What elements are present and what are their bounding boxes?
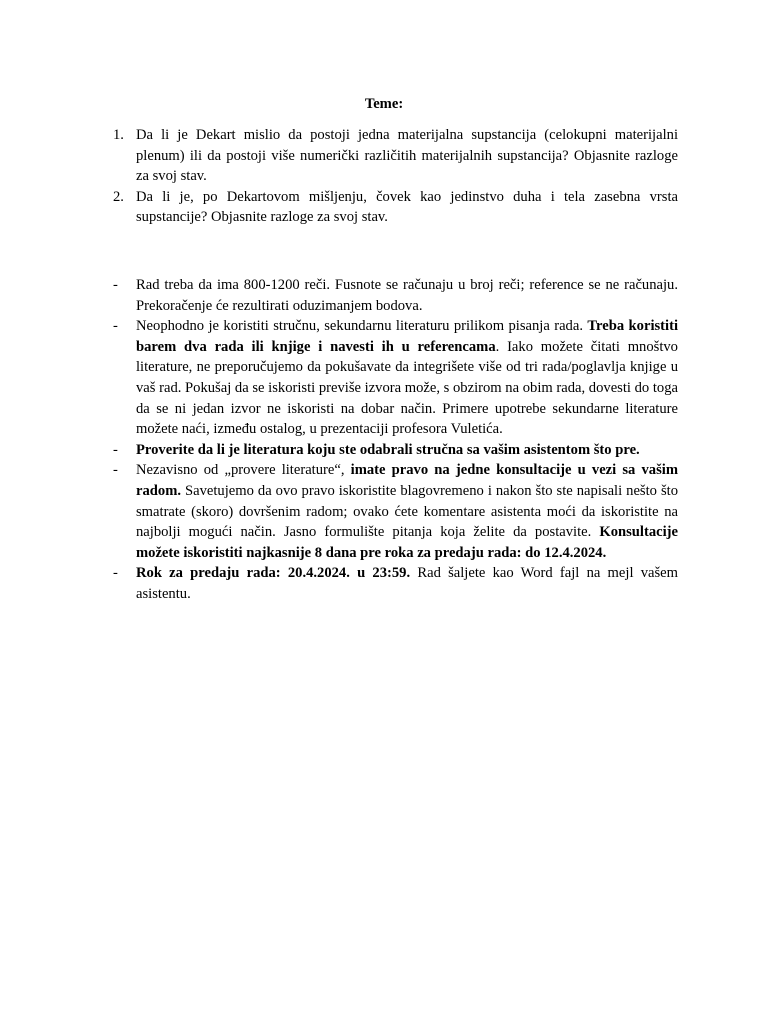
rule-text-bold: Rok za predaju rada: 20.4.2024. u 23:59. xyxy=(136,565,411,582)
rule-text: Nezavisno od „provere literature“, xyxy=(136,462,351,479)
rule-bullet: - xyxy=(113,565,118,582)
rule-item xyxy=(113,440,678,461)
rule-bullet: - xyxy=(113,318,118,335)
rule-bullet: - xyxy=(113,277,118,293)
rule-item xyxy=(113,316,678,440)
topic-text: Da li je Dekart mislio da postoji jedna materijalna supstancija (celokupni materijalni plenum) ili da postoji više numerički različitih materijalnih supstancija? Objasnite razloge za svoj stav. xyxy=(136,127,678,185)
topic-number: 2. xyxy=(113,188,124,205)
rule-text-bold: Konsultacije možete iskoristiti najkasnije 8 dana pre roka za predaju rada: do 12.4.2024. xyxy=(136,524,678,561)
rule-item xyxy=(113,563,678,604)
rule-item xyxy=(113,275,678,316)
topic-number: 1. xyxy=(113,127,124,143)
topic-text: Da li je, po Dekartovom mišljenju, čovek kao jedinstvo duha i tela zasebna vrsta supstancije? Objasnite razloge za svoj stav. xyxy=(136,188,678,226)
topics-list xyxy=(113,125,678,228)
rule-text-bold: imate pravo na jedne konsultacije u vezi sa vašim radom. xyxy=(136,462,678,499)
rule-item xyxy=(113,460,678,563)
rules-list xyxy=(113,275,678,605)
rule-bullet: - xyxy=(113,462,118,479)
rule-text-bold: Treba koristiti barem dva rada ili knjige i navesti ih u referencama xyxy=(136,318,679,355)
rule-text: Neophodno je koristiti stručnu, sekundarnu literaturu prilikom pisanja rada. xyxy=(136,318,588,335)
topic-item xyxy=(113,125,678,187)
rule-text: . Iako možete čitati mnoštvo literature, ne preporučujemo da pokušavate da integrišete više od tri rada/poglavlja knjige u vaš rad. Pokušaj da se iskoristi previše izvora može, s obzirom na obim rada, dovesti do toga da se ni jedan izvor ne iskoristi na dobar način. Primere upotrebe sekundarne literature možete naći, između ostalog, u prezentaciji profesora Vuletića. xyxy=(136,338,678,438)
rule-text: Rad treba da ima 800-1200 reči. Fusnote se računaju u broj reči; reference se ne računaju. Prekoračenje će rezultirati oduzimanjem bodova. xyxy=(136,277,678,314)
rule-bullet: - xyxy=(113,441,118,458)
rule-text-bold: Proverite da li je literatura koju ste odabrali stručna sa vašim asistentom što pre. xyxy=(136,441,640,458)
topic-item xyxy=(113,187,678,228)
rule-text: Rad šaljete kao Word fajl na mejl vašem asistentu. xyxy=(136,565,678,602)
rule-text: Savetujemo da ovo pravo iskoristite blagovremeno i nakon što ste napisali nešto što smatrate (skoro) dovršenim radom; ovako ćete komentare asistenta moći da iskoristite na najbolji mogući način. Jasno formulište pitanja koja želite da postavite. xyxy=(136,482,678,541)
document-title: Teme: xyxy=(364,96,404,112)
